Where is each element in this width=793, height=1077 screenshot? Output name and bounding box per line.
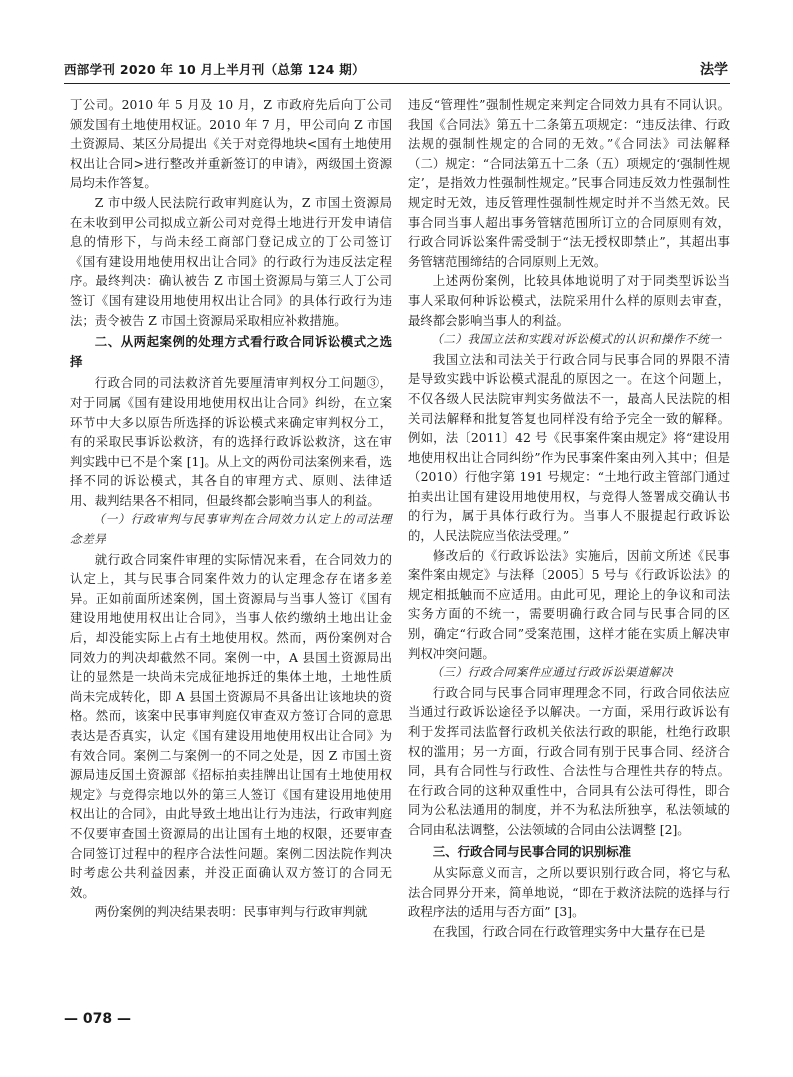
header-rule bbox=[64, 83, 730, 84]
paragraph: 上述两份案例，比较具体地说明了对于同类型诉讼当事人采取何种诉讼模式，法院采用什么样的原则去审查，最终都会影响当事人的利益。 bbox=[408, 273, 730, 328]
paragraph: 修改后的《行政诉讼法》实施后，因前文所述《民事案件案由规定》与法释〔2005〕5 号与《行政诉讼法》的规定相抵触而不应适用。由此可见，理论上的争议和司法实务方面的不统一，需要明确行政合同与民事合同的区别，确定“行政合同”受案范围，这样才能在实质上解决审判权冲突问题。 bbox=[408, 547, 730, 661]
subsection-heading: （二）我国立法和实践对诉讼模式的认识和操作不统一 bbox=[431, 332, 722, 347]
paragraph: 就行政合同案件审理的实际情况来看，在合同效力的认定上，其与民事合同案件效力的认定理念存在诸多差异。正如前面所述案例，国土资源局与当事人签订《国有建设用地使用权出让合同》，当事人依约缴纳土地出让金后，却没能实际上占有土地使用权。然而，两份案例对合同效力的判决却截然不同。案例一中，A 县国土资源局出让的显然是一块尚未完成征地拆迁的集体土地，土地性质尚未完成转化，即 A 县国土资源局不具备出让该地块的资格。然而，该案中民事审判庭仅审查双方签订合同的意思表达是否真实，认定《国有建设用地使用权出让合同》为有效合同。案例二与案例一的不同之处是，因 Z 市国土资源局违反国土资源部《招标拍卖挂牌出让国有土地使用权规定》与竞得宗地以外的第三人签订《国有建设用地使用权出让的合同》，由此导致土地出让行为违法，行政审判庭不仅要审查国土资源局的出让国有土地的权限，还要审查合同签订过程中的程序合法性问题。案例二因法院作判决时考虑公共利益因素，并没正面确认双方签订的合同无效。 bbox=[70, 551, 392, 900]
paragraph: 从实际意义而言，之所以要识别行政合同，将它与私法合同界分开来，简单地说，“即在于救济法院的选择与行政程序法的适用与否方面” [3]。 bbox=[408, 865, 730, 920]
section-heading: 二、从两起案例的处理方式看行政合同诉讼模式之选择 bbox=[70, 334, 392, 369]
right-column bbox=[408, 95, 730, 942]
journal-info: 西部学刊 2020 年 10 月上半月刊（总第 124 期） bbox=[64, 62, 365, 77]
section-name: 法学 bbox=[700, 62, 728, 78]
section-heading: 三、行政合同与民事合同的识别标准 bbox=[432, 843, 632, 859]
running-header bbox=[64, 58, 730, 82]
paragraph: 丁公司。2010 年 5 月及 10 月，Z 市政府先后向丁公司颁发国有土地使用权证。2010 年 7 月，甲公司向 Z 市国土资源局、某区分局提出《关于对竞得地块<国有土地使用权出让合同>进行整改并重新签订的申请》，两级国土资源局均未作答复。 bbox=[70, 97, 392, 191]
paragraph: 两份案例的判决结果表明：民事审判与行政审判就 bbox=[94, 904, 368, 920]
paragraph: 行政合同的司法救济首先要厘清审判权分工问题③，对于同属《国有建设用地使用权出让合同》纠纷，在立案环节中大多以原告所选择的诉讼模式来确定审判权分工，有的采取民事诉讼救济，有的选择行政诉讼救济，这在审判实践中已不是个案 [1]。从上文的两份司法案例来看，选择不同的诉讼模式，其各自的审理方式、原则、法律适用、裁判结果各不相同，但最终都会影响当事人的利益。 bbox=[70, 375, 392, 508]
paragraph: 我国立法和司法关于行政合同与民事合同的界限不清是导致实践中诉讼模式混乱的原因之一。在这个问题上，不仅各级人民法院审判实务做法不一，最高人民法院的相关司法解释和批复答复也同样没有给予完全一致的解释。例如，法〔2011〕42 号《民事案件案由规定》将“建设用地使用权出让合同纠纷”作为民事案件案由列入其中；但是（2010）行他字第 191 号规定：“土地行政主管部门通过拍卖出让国有建设用地使用权，与竞得人签署成交确认书的行为，属于具体行政行为。当事人不服提起行政诉讼的，人民法院应当依法受理。” bbox=[408, 351, 730, 544]
paragraph: 违反“管理性”强制性规定来判定合同效力具有不同认识。我国《合同法》第五十二条第五项规定：“违反法律、行政法规的强制性规定的合同的无效。”《合同法》司法解释（二）规定：“合同法第五十二条（五）项规定的‘强制性规定’，是指效力性强制性规定。”民事合同违反效力性强制性规定时无效，违反管理性强制性规定时并不当然无效。民事合同当事人超出事务管辖范围所订立的合同原则有效，行政合同诉讼案件需受制于“法无授权即禁止”，其超出事务管辖范围缔结的合同原则上无效。 bbox=[408, 97, 730, 269]
subsection-heading: （一）行政审判与民事审判在合同效力认定上的司法理念差异 bbox=[70, 512, 392, 547]
paragraph: 行政合同与民事合同审理理念不同，行政合同依法应当通过行政诉讼途径予以解决。一方面，采用行政诉讼有利于发挥司法监督行政机关依法行政的职能，杜绝行政职权的滥用；另一方面，行政合同有别于民事合同、经济合同，具有合同性与行政性、合法性与合理性共存的特点。在行政合同的这种双重性中，合同具有公法可得性，即合同为公私法通用的制度，并不为私法所独享，私法领域的合同由私法调整，公法领域的合同由公法调整 [2]。 bbox=[408, 684, 730, 837]
paragraph: 在我国，行政合同在行政管理实务中大量存在已是 bbox=[432, 923, 706, 939]
subsection-heading: （三）行政合同案件应通过行政诉讼渠道解决 bbox=[431, 665, 674, 680]
paragraph: Z 市中级人民法院行政审判庭认为，Z 市国土资源局在未收到甲公司拟成立新公司对竞得土地进行开发申请信息的情形下，与尚未经工商部门登记成立的丁公司签订《国有建设用地使用权出让合同》的行政行为违反法定程序。最终判决：确认被告 Z 市国土资源局与第三人丁公司签订《国有建设用地使用权出让合同》的具体行政行为违法；责令被告 Z 市国土资源局采取相应补救措施。 bbox=[70, 194, 392, 328]
left-column bbox=[70, 95, 392, 922]
page-number: — 078 — bbox=[64, 1011, 131, 1027]
